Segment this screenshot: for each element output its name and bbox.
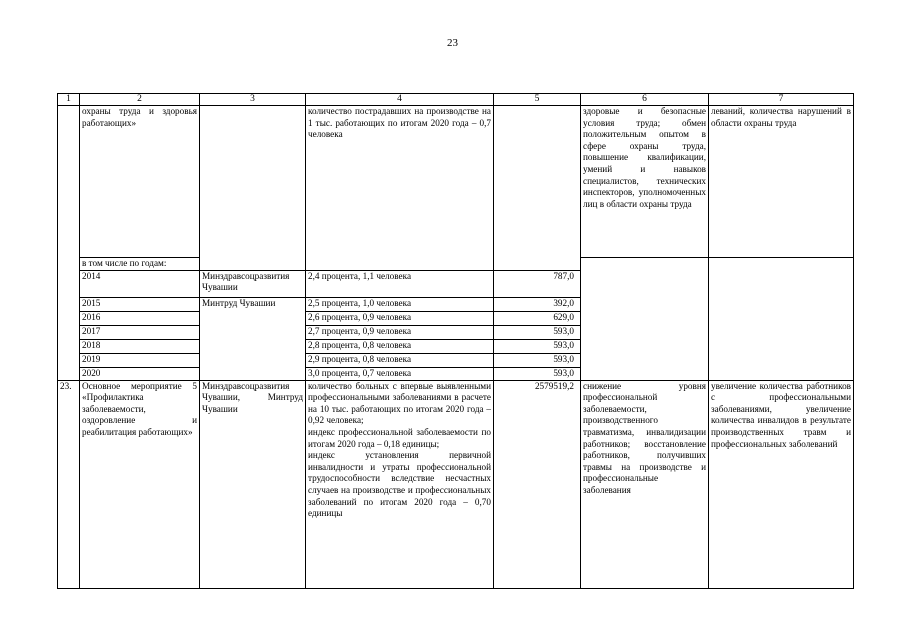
cell-number <box>58 258 80 271</box>
cell-indicator: 2,8 процента, 0,8 человека <box>306 339 494 353</box>
cell-expected-result-empty <box>581 258 709 381</box>
page-number: 23 <box>447 37 458 49</box>
cell-amount: 593,0 <box>494 353 581 367</box>
cell-executor <box>200 339 306 353</box>
cell-indicator: 2,6 процента, 0,9 человека <box>306 311 494 325</box>
cell-executor <box>200 367 306 380</box>
cell-amount: 2579519,2 <box>494 380 581 588</box>
column-header: 6 <box>581 94 709 106</box>
indicator-line: индекс профессиональной заболеваемости по итогам 2020 года – 0,18 единицы; <box>308 426 491 449</box>
cell-year: 2020 <box>80 367 200 380</box>
cell-year: 2014 <box>80 270 200 297</box>
table-row-by-years <box>58 258 854 271</box>
cell-indicator <box>306 380 494 588</box>
column-header: 4 <box>306 94 494 106</box>
indicator-line: количество больных с впервые выявленными профессиональными заболеваниями в расчете на 10 тыс. работающих по итогам 2020 года – 0,92 человека; <box>308 380 491 426</box>
cell-year: 2015 <box>80 297 200 311</box>
cell-activity: Основное мероприятие 5 «Профилактика заболеваемости, оздоровление и реабилитация работающих» <box>80 380 200 588</box>
column-header: 5 <box>494 94 581 106</box>
cell-number <box>58 367 80 380</box>
cell-indicator: 2,9 процента, 0,8 человека <box>306 353 494 367</box>
cell-indicator: 3,0 процента, 0,7 человека <box>306 367 494 380</box>
cell-number <box>58 339 80 353</box>
cell-amount: 787,0 <box>494 270 581 297</box>
cell-executor <box>200 325 306 339</box>
header-row <box>58 94 854 106</box>
cell-risks-empty <box>709 258 854 381</box>
cell-expected-result: здоровые и безопасные условия труда; обмен положительным опытом в сфере охраны труда, повышение квалификации, умений и навыков специалистов, технических инспекторов, уполномоченных лиц в области охраны труда <box>581 106 709 258</box>
cell-number <box>58 270 80 297</box>
cell-amount <box>494 106 581 258</box>
cell-risks: леваний, количества нарушений в области охраны труда <box>709 106 854 258</box>
program-table <box>57 93 854 589</box>
cell-executor: Минздравсоцразвития Чувашии, Минтруд Чувашии <box>200 380 306 588</box>
cell-number: 23. <box>58 380 80 588</box>
cell-number <box>58 311 80 325</box>
cell-executor <box>200 353 306 367</box>
cell-executor <box>200 258 306 271</box>
column-header: 2 <box>80 94 200 106</box>
cell-amount: 629,0 <box>494 311 581 325</box>
cell-indicator: 2,5 процента, 1,0 человека <box>306 297 494 311</box>
cell-amount: 593,0 <box>494 367 581 380</box>
cell-amount: 392,0 <box>494 297 581 311</box>
cell-expected-result: снижение уровня профессиональной заболеваемости, производственного травматизма, инвалидизации работников; восстановление работников, получивших травмы на производстве и профессиональные заболевания <box>581 380 709 588</box>
cell-year: 2017 <box>80 325 200 339</box>
cell-indicator: 2,4 процента, 1,1 человека <box>306 270 494 297</box>
cell-year: 2019 <box>80 353 200 367</box>
cell-executor <box>200 311 306 325</box>
by-years-label: в том числе по годам: <box>80 258 200 271</box>
column-header: 3 <box>200 94 306 106</box>
cell-number <box>58 325 80 339</box>
cell-number <box>58 106 80 258</box>
column-header: 1 <box>58 94 80 106</box>
indicator-line: индекс установления первичной инвалидности и утраты профессиональной трудоспособности вследствие несчастных случаев на производстве и профессиональных заболеваний по итогам 2020 года – 0,70 единицы <box>308 450 491 519</box>
cell-indicator <box>306 258 494 271</box>
cell-indicator: количество пострадавших на производстве на 1 тыс. работающих по итогам 2020 года – 0,7 человека <box>306 106 494 258</box>
cell-activity: охраны труда и здоровья работающих» <box>80 106 200 258</box>
cell-indicator: 2,7 процента, 0,9 человека <box>306 325 494 339</box>
cell-amount <box>494 258 581 271</box>
table-row-continuation <box>58 106 854 258</box>
cell-number <box>58 353 80 367</box>
cell-executor: Минтруд Чувашии <box>200 297 306 311</box>
table-row-23 <box>58 380 854 588</box>
cell-year: 2018 <box>80 339 200 353</box>
cell-executor <box>200 106 306 258</box>
cell-number <box>58 297 80 311</box>
cell-amount: 593,0 <box>494 325 581 339</box>
cell-amount: 593,0 <box>494 339 581 353</box>
column-header: 7 <box>709 94 854 106</box>
cell-risks: увеличение количества работников с профессиональными заболеваниями, увеличение количества инвалидов в результате производственных травм и профессиональных заболеваний <box>709 380 854 588</box>
cell-year: 2016 <box>80 311 200 325</box>
cell-executor: Минздравсоцразвития Чувашии <box>200 270 306 297</box>
